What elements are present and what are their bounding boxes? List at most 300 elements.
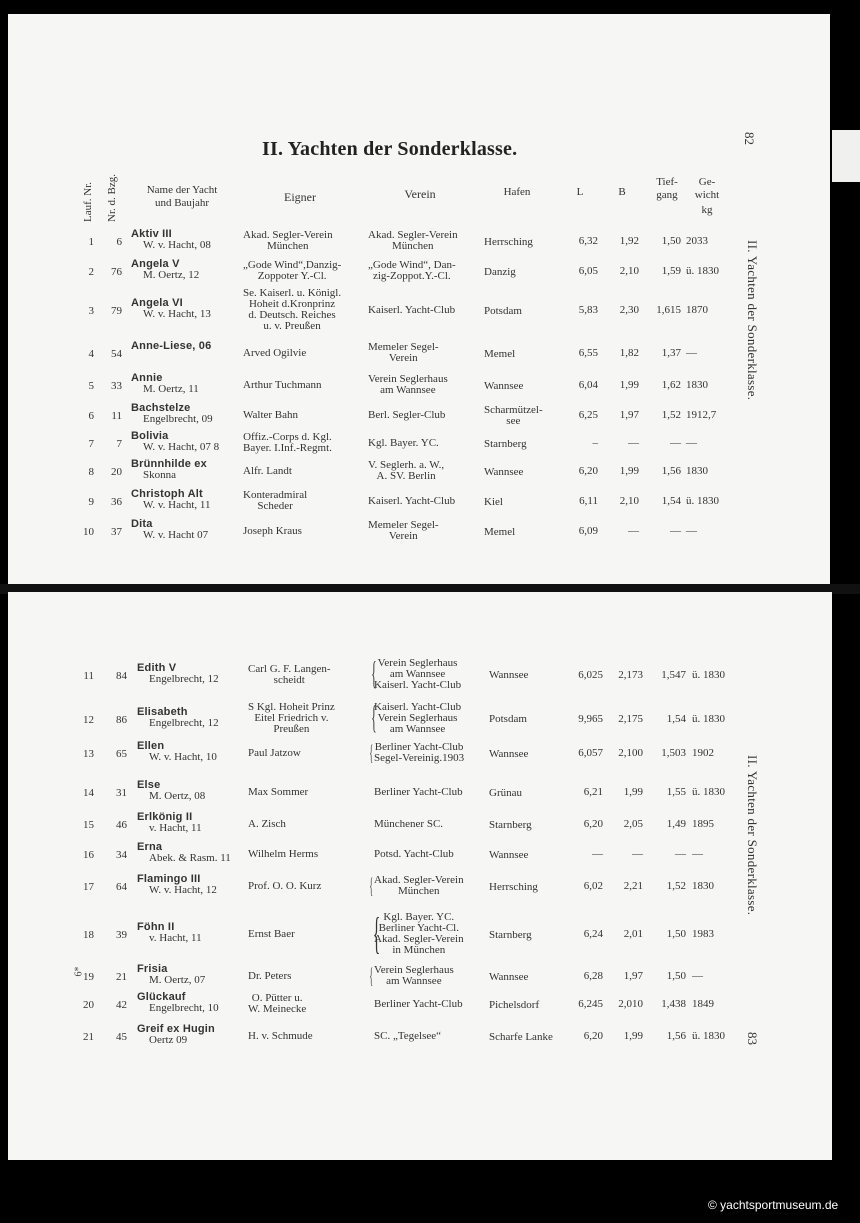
header-verein: Verein	[404, 187, 436, 201]
yacht-builder: Abek. & Rasm. 11	[149, 852, 231, 864]
yacht-name: Else	[137, 779, 161, 791]
header-gewicht-line3: kg	[701, 204, 713, 216]
harbour-cell	[489, 882, 538, 893]
yacht-builder: v. Hacht, 11	[149, 822, 202, 834]
harbour-line: Grünau	[489, 786, 522, 799]
row-bzg-number: 21	[116, 971, 127, 983]
owner-cell	[243, 348, 306, 359]
club-line: Kaiserl. Yacht-Club	[368, 494, 456, 507]
harbour-line: Wannsee	[489, 747, 529, 760]
header-tiefgang-line2: gang	[656, 189, 678, 201]
draft-value: 1,55	[666, 786, 686, 798]
yacht-cell	[131, 403, 213, 425]
owner-line: W. Meinecke	[248, 1003, 307, 1015]
club-line: Kgl. Bayer. YC.	[368, 436, 439, 449]
weight-value: ü. 1830	[692, 1030, 725, 1042]
harbour-cell	[484, 267, 516, 278]
yacht-name: Ellen	[137, 740, 165, 752]
owner-cell	[248, 971, 291, 982]
header-eigner: Eigner	[284, 190, 316, 204]
header-name	[132, 184, 232, 210]
length-value: 6,025	[578, 668, 603, 681]
length-value: 5,83	[578, 304, 598, 316]
yacht-builder: M. Oertz, 07	[149, 974, 206, 986]
owner-cell	[243, 230, 333, 252]
yacht-name: Bolivia	[131, 430, 169, 442]
club-line: „Gode Wind“, Dan-	[368, 259, 456, 271]
club-line: am Wannsee	[380, 384, 436, 396]
beam-value: 2,30	[619, 304, 639, 316]
length-value: 6,11	[579, 495, 598, 507]
harbour-cell	[489, 1032, 553, 1043]
club-line: Kaiserl. Yacht-Club	[374, 701, 462, 713]
yacht-cell	[137, 964, 205, 986]
yacht-builder: W. v. Hacht, 11	[143, 499, 211, 511]
yacht-cell	[131, 519, 208, 541]
row-bzg-number: 20	[111, 466, 122, 478]
harbour-line: Kiel	[484, 495, 503, 508]
club-line: Akad. Segler-Verein	[368, 229, 458, 241]
club-line: Verein Seglerhaus	[377, 712, 458, 724]
harbour-cell	[484, 467, 523, 478]
page-title: II. Yachten der Sonderklasse.	[262, 138, 518, 160]
harbour-line: Wannsee	[484, 379, 524, 392]
club-line: Berliner Yacht-Cl.	[378, 922, 459, 934]
row-bzg-number: 33	[111, 380, 122, 392]
weight-value: 1830	[686, 465, 708, 477]
harbour-line: Pichelsdorf	[489, 998, 540, 1011]
row-number: 14	[83, 787, 94, 799]
harbour-cell	[484, 381, 523, 392]
length-value: 6,09	[578, 525, 598, 537]
club-cell	[374, 875, 464, 897]
club-line: am Wannsee	[389, 723, 446, 735]
yacht-cell	[131, 259, 199, 281]
harbour-line: Potsdam	[489, 713, 527, 725]
owner-line: H. v. Schmude	[248, 1029, 313, 1042]
yacht-name: Edith V	[137, 661, 177, 674]
harbour-cell	[484, 349, 515, 360]
header-name-line1: Name der Yacht	[146, 184, 218, 196]
length-value: 6,28	[583, 970, 603, 982]
harbour-cell	[484, 237, 533, 248]
yacht-builder: Engelbrecht, 09	[143, 413, 213, 425]
yacht-cell	[137, 780, 205, 802]
club-line: München	[398, 885, 440, 897]
harbour-cell	[484, 497, 503, 508]
club-line: Segel-Vereinig.1903	[374, 752, 465, 764]
owner-cell	[248, 819, 286, 830]
club-line: Verein Seglerhaus	[374, 964, 454, 976]
harbour-cell	[489, 930, 532, 941]
club-line: Verein	[388, 530, 418, 542]
harbour-cell	[489, 749, 528, 760]
club-line: Akad. Segler-Verein	[374, 933, 464, 945]
yacht-builder: W. v. Hacht, 13	[143, 308, 211, 320]
club-cell	[368, 496, 455, 507]
row-bzg-number: 64	[116, 881, 127, 893]
beam-value: 1,99	[619, 465, 639, 477]
row-bzg-number: 37	[111, 526, 122, 538]
weight-value: 1902	[692, 747, 714, 759]
yacht-builder: Engelbrecht, 12	[149, 716, 219, 729]
harbour-line: Potsdam	[484, 304, 522, 317]
harbour-cell	[484, 439, 527, 450]
weight-value: —	[686, 525, 697, 537]
row-bzg-number: 76	[111, 266, 122, 278]
club-line: Memeler Segel-	[368, 341, 439, 353]
harbour-cell	[484, 405, 543, 427]
owner-line: Scheder	[257, 500, 293, 512]
row-number: 6	[88, 410, 94, 422]
beam-value: 1,97	[619, 409, 639, 421]
yacht-cell	[137, 812, 202, 834]
owner-cell	[248, 664, 331, 686]
club-cell	[368, 460, 444, 482]
row-number: 11	[83, 669, 94, 682]
weight-value: ü. 1830	[686, 495, 719, 507]
weight-value: —	[692, 848, 703, 860]
length-value: 6,24	[583, 928, 603, 940]
yacht-builder: Engelbrecht, 10	[149, 1002, 219, 1014]
running-head-bottom: II. Yachten der Sonderklasse.	[745, 755, 760, 916]
club-line: Potsd. Yacht-Club	[374, 847, 454, 860]
owner-line: Preußen	[273, 723, 310, 735]
length-value: 6,20	[583, 1030, 603, 1042]
harbour-line: Starnberg	[489, 818, 532, 831]
header-tiefgang	[650, 176, 684, 202]
owner-line: Joseph Kraus	[243, 524, 302, 537]
club-line: V. Seglerh. a. W.,	[368, 459, 445, 471]
yacht-name: Dita	[131, 518, 153, 530]
harbour-line: Starnberg	[489, 928, 532, 941]
draft-value: 1,503	[661, 747, 686, 759]
length-value: 6,05	[578, 265, 598, 277]
yacht-builder: Skonna	[143, 469, 176, 481]
owner-cell	[243, 260, 341, 282]
owner-cell	[248, 849, 318, 860]
club-cell	[368, 260, 456, 282]
row-number: 8	[88, 466, 94, 478]
owner-line: Zoppoter Y.-Cl.	[257, 270, 327, 282]
harbour-cell	[489, 670, 528, 681]
row-number: 4	[88, 348, 94, 360]
club-line: Kaiserl. Yacht-Club	[374, 679, 462, 691]
harbour-line: Wannsee	[489, 669, 529, 681]
club-line: in München	[392, 944, 446, 956]
length-value: 6,55	[578, 347, 598, 359]
harbour-line: Herrsching	[489, 880, 538, 893]
owner-line: Paul Jatzow	[248, 746, 301, 759]
owner-line: S Kgl. Hoheit Prinz	[248, 701, 335, 713]
header-hafen: Hafen	[503, 186, 531, 198]
yacht-name: Erna	[137, 841, 163, 853]
club-cell	[368, 520, 439, 542]
beam-value: 2,175	[618, 712, 643, 725]
yacht-builder: W. v. Hacht, 08	[143, 239, 211, 251]
owner-line: „Gode Wind“,Danzig-	[243, 259, 342, 271]
draft-value: —	[670, 437, 681, 449]
harbour-line: Wannsee	[489, 970, 529, 983]
beam-value: 1,82	[619, 347, 639, 359]
owner-line: Hoheit d.Kronprinz	[248, 298, 336, 310]
owner-line: Ernst Baer	[248, 927, 295, 940]
club-line: Berliner Yacht-Club	[374, 741, 464, 753]
harbour-line: Starnberg	[484, 437, 527, 450]
club-line: Berl. Segler-Club	[368, 408, 446, 421]
owner-line: Offiz.-Corps d. Kgl.	[243, 431, 332, 443]
club-line: Memeler Segel-	[368, 519, 439, 531]
owner-line: Konteradmiral	[243, 489, 308, 501]
club-cell	[374, 965, 454, 987]
weight-value: 1830	[692, 880, 714, 892]
harbour-cell	[489, 714, 527, 725]
row-bzg-number: 7	[116, 438, 122, 450]
length-value: 9,965	[578, 712, 603, 725]
draft-value: 1,50	[666, 970, 686, 982]
owner-cell	[243, 288, 341, 332]
club-cell	[368, 438, 439, 449]
club-line: am Wannsee	[386, 975, 442, 987]
yacht-cell	[137, 663, 219, 685]
weight-value: 1849	[692, 998, 714, 1010]
yacht-builder: Oertz 09	[149, 1034, 188, 1046]
length-value: 6,25	[578, 409, 598, 421]
yacht-cell	[137, 992, 219, 1014]
row-number: 1	[88, 236, 94, 248]
row-number: 7	[88, 438, 94, 450]
row-bzg-number: 36	[111, 496, 122, 508]
yacht-name: Föhn II	[137, 921, 175, 933]
owner-cell	[248, 881, 321, 892]
owner-line: Arved Ogilvie	[243, 346, 307, 359]
length-value: 6,245	[578, 998, 603, 1010]
club-cell	[374, 658, 461, 691]
club-line: Berliner Yacht-Club	[374, 785, 463, 798]
beam-value: 1,99	[619, 379, 639, 391]
owner-line: Bayer. I.Inf.-Regmt.	[243, 442, 332, 454]
yacht-cell	[137, 874, 217, 896]
yacht-name: Aktiv III	[131, 228, 172, 240]
length-value: 6,02	[583, 880, 603, 892]
weight-value: 1870	[686, 304, 708, 316]
draft-value: 1,59	[661, 265, 681, 277]
yacht-cell	[137, 707, 219, 729]
beam-value: 2,10	[619, 265, 639, 277]
club-cell	[374, 787, 463, 798]
row-number: 9	[88, 496, 94, 508]
length-value: –	[592, 437, 598, 449]
brace-mark: {	[371, 700, 377, 736]
owner-line: O. Pütter u.	[251, 992, 303, 1004]
length-value: 6,21	[583, 786, 603, 798]
weight-value: —	[692, 970, 703, 982]
club-cell	[374, 849, 454, 860]
club-cell	[368, 410, 445, 421]
draft-value: 1,62	[661, 379, 681, 391]
header-L: L	[576, 186, 584, 198]
row-number: 10	[83, 526, 94, 538]
harbour-line: Scharfe Lanke	[489, 1030, 553, 1043]
club-cell	[374, 702, 461, 735]
draft-value: 1,56	[661, 465, 681, 477]
owner-line: Walter Bahn	[243, 408, 299, 421]
draft-value: 1,547	[661, 668, 686, 681]
club-line: A. SV. Berlin	[376, 470, 436, 482]
owner-line: München	[267, 240, 309, 252]
owner-line: A. Zisch	[248, 817, 286, 830]
owner-line: Alfr. Landt	[243, 464, 292, 477]
club-line: Berliner Yacht-Club	[374, 997, 463, 1010]
beam-value: —	[632, 848, 643, 860]
brace-mark: {	[369, 963, 374, 988]
harbour-cell	[489, 1000, 539, 1011]
harbour-line: Wannsee	[489, 848, 529, 861]
beam-value: —	[628, 525, 639, 537]
length-value: —	[592, 848, 603, 860]
brace-mark: {	[369, 740, 374, 765]
club-line: Verein Seglerhaus	[377, 657, 458, 669]
length-value: 6,20	[583, 818, 603, 830]
yacht-builder: W. v. Hacht, 10	[149, 751, 217, 763]
row-bzg-number: 84	[116, 669, 127, 682]
harbour-line: Herrsching	[484, 235, 533, 248]
owner-line: Max Sommer	[248, 785, 309, 798]
owner-cell	[243, 490, 307, 512]
draft-value: 1,54	[666, 712, 686, 725]
length-value: 6,32	[578, 235, 598, 247]
weight-value: ü. 1830	[686, 265, 719, 277]
running-head-top: II. Yachten der Sonderklasse.	[745, 240, 760, 401]
row-bzg-number: 65	[116, 748, 127, 760]
row-number: 18	[83, 929, 94, 941]
harbour-cell	[489, 972, 528, 983]
harbour-line: Memel	[484, 347, 516, 360]
harbour-cell	[484, 527, 515, 538]
draft-value: 1,615	[656, 304, 681, 316]
yacht-name: Bachstelze	[131, 402, 191, 414]
weight-value: ü. 1830	[692, 712, 725, 725]
yacht-name: Erlkönig II	[137, 811, 193, 823]
draft-value: 1,438	[661, 998, 686, 1010]
row-bzg-number: 31	[116, 787, 127, 799]
owner-cell	[248, 993, 306, 1015]
weight-value: 1912,7	[686, 409, 717, 421]
yacht-builder: W. v. Hacht, 12	[149, 884, 217, 896]
draft-value: 1,52	[661, 409, 681, 421]
yacht-name: Christoph Alt	[131, 488, 203, 500]
owner-cell	[248, 929, 295, 940]
harbour-line: see	[506, 415, 521, 427]
harbour-line: Memel	[484, 525, 516, 538]
weight-value: ü. 1830	[692, 786, 725, 798]
page-tab	[832, 130, 860, 182]
draft-value: 1,50	[661, 235, 681, 247]
harbour-line: Danzig	[484, 265, 516, 278]
yacht-builder: W. v. Hacht 07	[143, 529, 209, 541]
club-line: zig-Zoppot.Y.-Cl.	[372, 270, 451, 282]
owner-line: Prof. O. O. Kurz	[248, 879, 322, 892]
weight-value: 2033	[686, 235, 708, 247]
yacht-name: Angela VI	[131, 297, 183, 309]
beam-value: 2,10	[619, 495, 639, 507]
club-line: Münchener SC.	[374, 817, 444, 830]
owner-line: Wilhelm Herms	[248, 847, 319, 860]
brace-mark: {	[369, 873, 374, 898]
owner-line: Eitel Friedrich v.	[254, 712, 329, 724]
yacht-builder: M. Oertz, 11	[143, 383, 199, 395]
weight-value: 1895	[692, 818, 714, 830]
yacht-name: Anne-Liese, 06	[131, 340, 212, 352]
row-bzg-number: 34	[116, 849, 127, 861]
yacht-cell	[131, 459, 207, 481]
yacht-builder: M. Oertz, 08	[149, 790, 206, 802]
owner-cell	[243, 380, 322, 391]
row-number: 20	[83, 999, 94, 1011]
owner-line: u. v. Preußen	[263, 320, 321, 332]
length-value: 6,057	[578, 747, 603, 759]
row-bzg-number: 42	[116, 999, 127, 1011]
header-nr-bzg: Nr. d. Bzg.	[106, 174, 118, 222]
owner-line: Dr. Peters	[248, 969, 292, 982]
yacht-name: Annie	[131, 372, 163, 384]
club-cell	[374, 1031, 441, 1042]
beam-value: 1,99	[623, 1030, 643, 1042]
draft-value: 1,52	[666, 880, 686, 892]
header-gewicht	[690, 176, 724, 217]
row-bzg-number: 79	[111, 305, 122, 317]
yacht-cell	[137, 922, 202, 944]
row-bzg-number: 46	[116, 819, 127, 831]
owner-cell	[243, 432, 332, 454]
harbour-cell	[489, 820, 532, 831]
brace-mark: {	[372, 909, 381, 958]
row-bzg-number: 86	[116, 713, 127, 726]
beam-value: 2,21	[623, 880, 643, 892]
page-number-top: 82	[742, 132, 757, 145]
yacht-builder: v. Hacht, 11	[149, 932, 202, 944]
club-line: SC. „Tegelsee“	[374, 1029, 442, 1042]
club-line: Verein	[388, 352, 418, 364]
row-bzg-number: 45	[116, 1031, 127, 1043]
owner-cell	[243, 466, 292, 477]
header-lauf-nr: Lauf. Nr.	[82, 181, 94, 222]
length-value: 6,04	[578, 379, 598, 391]
row-number: 13	[83, 748, 94, 760]
weight-value: —	[686, 437, 697, 449]
beam-value: 2,173	[618, 668, 643, 681]
club-line: München	[392, 240, 434, 252]
yacht-cell	[131, 341, 211, 352]
club-cell	[368, 374, 448, 396]
yacht-name: Brünnhilde ex	[131, 458, 207, 470]
beam-value: —	[628, 437, 639, 449]
draft-value: 1,37	[661, 347, 681, 359]
owner-line: d. Deutsch. Reiches	[248, 309, 336, 321]
draft-value: —	[675, 848, 686, 860]
yacht-cell	[137, 741, 217, 763]
header-name-line2: und Baujahr	[154, 197, 210, 209]
yacht-name: Glückauf	[137, 991, 186, 1003]
row-number: 5	[88, 380, 94, 392]
row-bzg-number: 54	[111, 348, 122, 360]
yacht-name: Frisia	[137, 963, 168, 975]
length-value: 6,20	[578, 465, 598, 477]
club-cell	[368, 230, 458, 252]
row-bzg-number: 11	[111, 410, 122, 422]
row-number: 16	[83, 849, 94, 861]
beam-value: 1,97	[623, 970, 643, 982]
